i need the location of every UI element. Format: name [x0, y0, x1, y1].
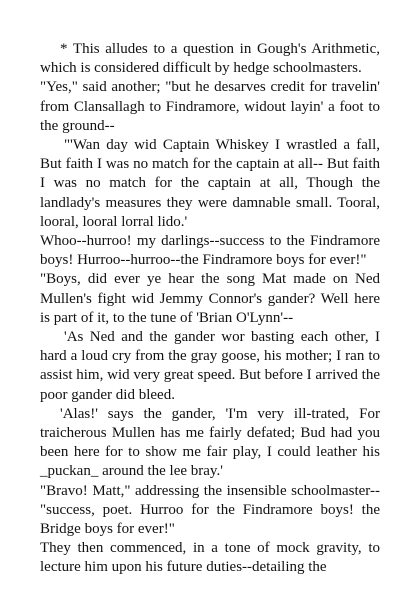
- footnote-paragraph: * This alludes to a question in Gough's Arithmetic, which is considered difficult by hedge schoolmasters.: [40, 41, 380, 77]
- song-verse-paragraph: "'Wan day wid Captain Whiskey I wrastled a fall, But faith I was no match for the captain at all-- But faith I was no match for the captain at all, Though the landlady's measures they were damnable small. Tooral, looral, looral lorral lido.': [40, 137, 380, 230]
- narrative-paragraph: They then commenced, in a tone of mock gravity, to lecture him upon his future duties--detailing the: [40, 540, 380, 576]
- dialogue-paragraph: "Bravo! Matt," addressing the insensible schoolmaster--"success, poet. Hurroo for the Findramore boys! the Bridge boys for ever!": [40, 482, 380, 538]
- song-verse-paragraph: 'As Ned and the gander wor basting each other, I hard a loud cry from the gray goose, his mother; I ran to assist him, wid very great speed. But before I arrived the poor gander did bleed.: [40, 329, 380, 403]
- song-verse-paragraph: 'Alas!' says the gander, 'I'm very ill-trated, For traicherous Mullen has me fairly defated; Bud had you been here for to show me fair play, I could leather his _puckan_ around the lee bray.': [40, 405, 380, 480]
- dialogue-paragraph: Whoo--hurroo! my darlings--success to the Findramore boys! Hurroo--hurroo--the Findramore boys for ever!": [40, 233, 380, 269]
- page-text: [40, 40, 380, 578]
- dialogue-paragraph: "Yes," said another; "but he desarves credit for travelin' from Clansallagh to Findramore, widout layin' a foot to the ground--: [40, 79, 380, 134]
- dialogue-paragraph: "Boys, did ever ye hear the song Mat made on Ned Mullen's fight wid Jemmy Connor's gander? Well here is part of it, to the tune of 'Brian O'Lynn'--: [40, 271, 380, 326]
